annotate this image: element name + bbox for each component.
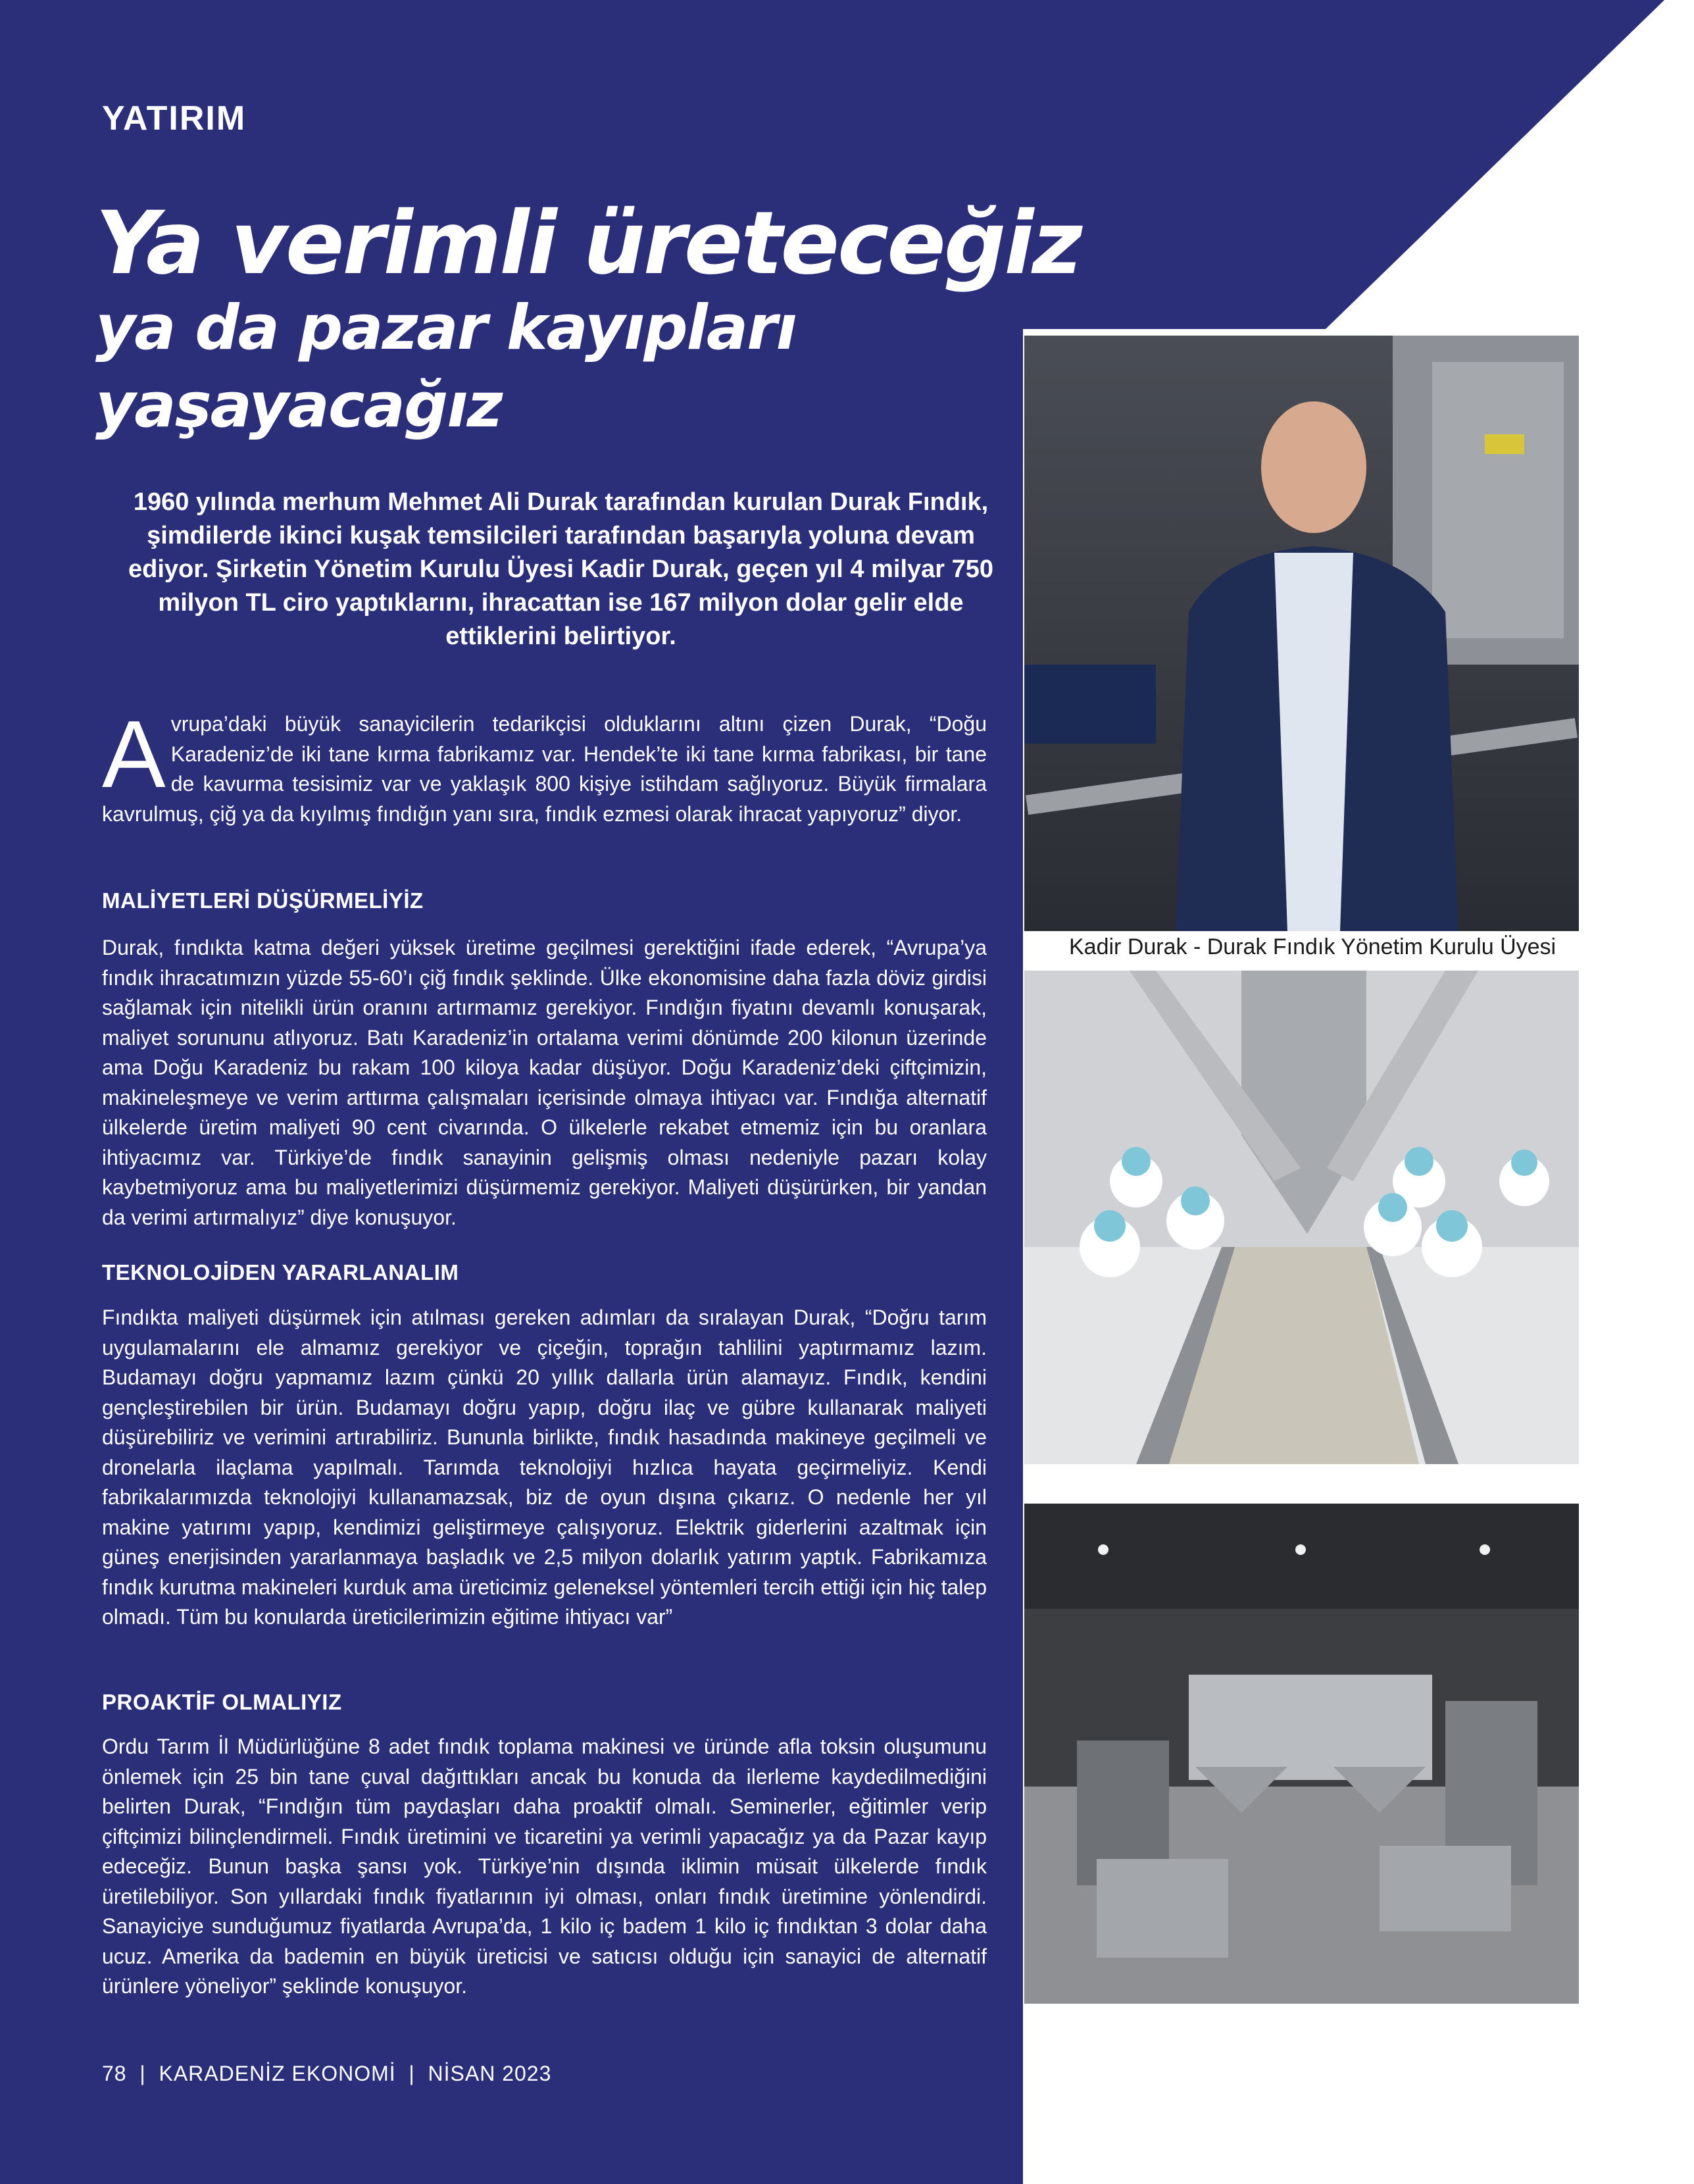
headline-line-3: yaşayacağız	[95, 370, 502, 442]
page-number: 78	[102, 2062, 127, 2085]
page-footer	[102, 2062, 551, 2086]
sorting-line-photo	[1024, 971, 1579, 1464]
subhead-teknoloji: TEKNOLOJİDEN YARARLANALIM	[102, 1260, 459, 1284]
issue-date: NİSAN 2023	[428, 2062, 552, 2085]
intro-text: vrupa’daki büyük sanayicilerin tedarikçisi olduklarını altını çizen Durak, “Doğu Karadeniz’de iki tane kırma fabrikamız var. Hendek’te iki tane kırma fabrikası, bir tane de kavurma tesisimiz var ve yaklaşık 800 kişiye istihdam sağlıyoruz. Büyük firmalara kavrulmuş, çiğ ya da kıyılmış fındığın yanı sıra, fındık ezmesi olarak ihracat yapıyoruz” diyor.	[102, 712, 987, 826]
footer-separator: |	[133, 2062, 153, 2085]
subhead-maliyet: MALİYETLERİ DÜŞÜRMELİYİZ	[102, 888, 424, 913]
drop-cap: A	[102, 701, 166, 807]
section-teknoloji-text: Fındıkta maliyeti düşürmek için atılması gereken adımları da sıralayan Durak, “Doğru tarım uygulamalarını ele almamız gerekiyor ve çiçeğin, toprağın tahlilini yaptırmamız lazım. Budamayı doğru yapmamız lazım çünkü 20 yıllık dallarla ürün alamayız. Fındık, kendini gençleştirebilen bir ürün. Budamayı doğru yapıp, doğru ilaç ve gübre kullanarak maliyeti düşürebiliriz ve verimini artırabiliriz. Bununla birlikte, fındık hasadında makineye geçilmeli ve dronelarla ilaçlama yapılmalı. Tarımda teknolojiyi hızlıca hayata geçirmeliyiz. Kendi fabrikalarımızda teknolojiyi kullanamazsak, biz de oyun dışına çıkarız. O nedenle her yıl makine yatırımı yapıp, kendimizi geliştirmeye çalışıyoruz. Elektrik giderlerini azaltmak için güneş enerjisinden yararlanmaya başladık ve 2,5 milyon dolarlık yatırım yaptık. Fabrikamıza fındık kurutma makineleri kurduk ama üreticimiz geleneksel yöntemleri tercih ettiği için hiç talep olmadı. Tüm bu konularda üreticilerimizin eğitime ihtiyacı var”	[102, 1306, 987, 1629]
section-maliyet-text: Durak, fındıkta katma değeri yüksek üretime geçilmesi gerektiğini ifade ederek, “Avrupa’ya fındık ihracatımızın yüzde 55-60’ı çiğ fındık şeklinde. Ülke ekonomisine daha fazla döviz girdisi sağlamak için nitelikli ürün oranını artırmamız gerekiyor. Fındığın fiyatını devamlı konuşarak, maliyet sorununu atlıyoruz. Batı Karadeniz’in ortalama verimi dönümde 200 kilonun üzerinde ama Doğu Karadeniz bu rakam 100 kiloya kadar düşüyor. Doğu Karadeniz’deki çiftçimizin, makineleşmeye ve verim arttırma çalışmaları içerisinde olmaya ihtiyacı var. Fındığa alternatif ülkelerde üretim maliyeti 90 cent civarında. O ülkelerle rekabet etmemiz için bu oranlara ihtiyacımız var. Türkiye’de fındık sanayinin gelişmiş olması nedeniyle pazarı kolay kaybetmiyoruz ama bu maliyetlerimizi düşürmemiz gerekiyor. Maliyeti düşürürken, bir yandan da verimi artırmalıyız” diye konuşuyor.	[102, 936, 987, 1229]
subhead-proaktif: PROAKTİF OLMALIYIZ	[102, 1690, 342, 1714]
lead-paragraph: 1960 yılında merhum Mehmet Ali Durak tarafından kurulan Durak Fındık, şimdilerde ikinci kuşak temsilcileri tarafından başarıyla yoluna devam ediyor. Şirketin Yönetim Kurulu Üyesi Kadir Durak, geçen yıl 4 milyar 750 milyon TL ciro yaptıklarını, ihracattan ise 167 milyon dolar gelir elde ettiklerini belirtiyor.	[128, 488, 994, 650]
factory-hall-photo	[1024, 1504, 1579, 2004]
section-tag: YATIRIM	[102, 99, 247, 138]
headline-line-2: ya da pazar kayıpları	[95, 292, 796, 364]
magazine-name: KARADENİZ EKONOMİ	[159, 2062, 396, 2085]
portrait-photo	[1024, 336, 1579, 931]
section-proaktif-text: Ordu Tarım İl Müdürlüğüne 8 adet fındık toplama makinesi ve üründe afla toksin oluşumunu önlemek için 25 bin tane çuval dağıttıkları ancak bu konuda da ilerleme kaydedilmediğini belirten Durak, “Fındığın tüm paydaşları daha proaktif olmalı. Seminerler, eğitimler verip çiftçimizi bilinçlendirmeli. Fındık üretimini ve ticaretini ya verimli yapacağız ya da Pazar kayıp edeceğiz. Bunun başka şansı yok. Türkiye’nin dışında iklimin müsait ülkelerde fındık üretilebiliyor. Son yıllardaki fındık fiyatlarının iyi olması, onları fındık üretimine yönlendirdi. Sanayiciye sunduğumuz fiyatlarda Avrupa’da, 1 kilo iç badem 1 kilo iç fındıktan 3 dolar daha ucuz. Amerika da bademin en büyük üreticisi ve satıcısı olduğu için sanayici de alternatif ürünlere yöneliyor” şeklinde konuşuyor.	[102, 1735, 987, 1998]
intro-paragraph	[102, 701, 987, 829]
headline	[95, 193, 1081, 445]
portrait-caption: Kadir Durak - Durak Fındık Yönetim Kurulu Üyesi	[1069, 934, 1557, 959]
headline-line-1: Ya verimli üreteceğiz	[95, 193, 1081, 294]
footer-separator: |	[402, 2062, 422, 2085]
